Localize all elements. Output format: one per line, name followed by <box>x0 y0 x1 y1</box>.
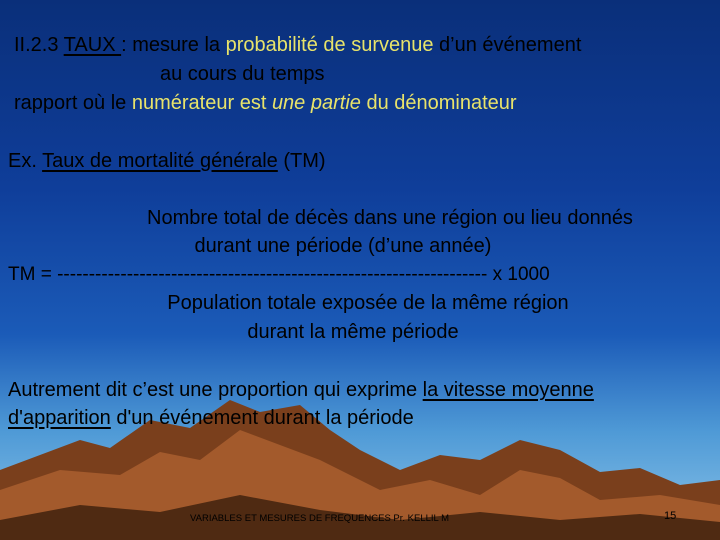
conclusion-text-2: d'un événement durant la période <box>110 407 414 429</box>
conclusion-line-1 <box>8 377 594 403</box>
title-line-1 <box>14 32 581 58</box>
title-rest: d’un événement <box>433 34 582 56</box>
formula-denominator-2: durant la même période <box>247 321 459 343</box>
page-number: 15 <box>664 510 677 522</box>
conclusion-line-2 <box>8 405 414 431</box>
formula-multiplier: x 1000 <box>487 264 550 285</box>
title-colon: : mesure la <box>121 34 226 56</box>
section-number: II.2.3 <box>14 34 64 56</box>
taux-keyword: TAUX <box>63 34 122 56</box>
conclusion-text: Autrement dit c’est une proportion qui exprime <box>8 379 423 401</box>
example-underlined: Taux de mortalité générale <box>42 150 278 172</box>
formula-numerator-1: Nombre total de décès dans une région ou lieu donnés <box>147 207 633 229</box>
formula-numerator-2: durant une période (d’une année) <box>194 235 492 257</box>
footer-text: VARIABLES ET MESURES DE FREQUENCES Pr. KELLIL M <box>190 513 450 524</box>
highlight-denominator: du dénominateur <box>360 92 517 114</box>
ratio-text: rapport où le <box>14 92 132 114</box>
highlight-numerator: numérateur est <box>131 92 272 114</box>
example-suffix: (TM) <box>277 150 326 172</box>
formula-line <box>8 262 550 288</box>
formula-lhs: TM = <box>8 264 58 285</box>
formula-denominator-1: Population totale exposée de la même région <box>167 292 569 314</box>
fraction-bar: -------------------------------------------------------------------- <box>57 264 488 285</box>
highlight-part: une partie <box>271 92 361 114</box>
conclusion-underlined-2: d'apparition <box>8 407 111 429</box>
title-line-2: au cours du temps <box>160 63 325 85</box>
example-prefix: Ex. <box>8 150 43 172</box>
conclusion-underlined-1: la vitesse moyenne <box>422 379 594 401</box>
example-line <box>8 148 326 174</box>
title-line-3 <box>14 90 517 116</box>
highlight-probability: probabilité de survenue <box>225 34 434 56</box>
